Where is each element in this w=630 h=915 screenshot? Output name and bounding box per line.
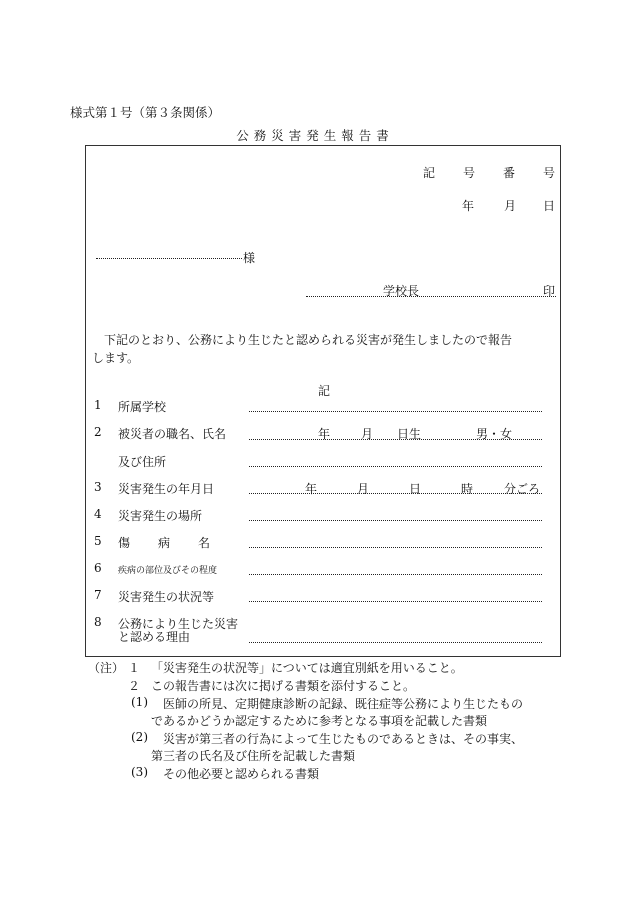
addressee-field[interactable] [96,258,242,259]
item-3-label: 災害発生の年月日 [118,482,215,496]
item-6-no: 6 [94,561,102,575]
item-7-no: 7 [94,588,102,602]
notes-prefix: （注） [88,661,125,675]
item-2-year: 年 [318,427,331,441]
item-2-no: 2 [94,425,102,439]
item-7-field[interactable] [249,601,542,602]
note-1-no: １ [128,661,141,675]
item-2-gender: 男・女 [476,427,513,441]
seal-mark: 印 [543,284,556,298]
sub-3-no: (3) [131,765,148,779]
note-1-text: 「災害発生の状況等」については適宜別紙を用いること。 [151,661,463,675]
item-3-month: 月 [357,482,370,496]
item-2b-label: 及び住所 [118,455,167,469]
item-3-day: 日 [409,482,422,496]
item-7-label: 災害発生の状況等 [118,590,215,604]
ki-heading: 記 [318,384,331,398]
principal-role: 学校長 [383,284,420,298]
principal-field[interactable] [306,296,556,297]
sub-1-no: (1) [131,695,148,709]
item-4-field[interactable] [249,520,542,521]
item-2-day: 日生 [397,427,422,441]
body-line-1: 下記のとおり、公務により生じたと認められる災害が発生しましたので報告 [104,333,513,347]
item-6-field[interactable] [249,574,542,575]
item-4-no: 4 [94,507,102,521]
item-8-label-2: と認める理由 [118,630,191,644]
sub-2-line-1: 災害が第三者の行為によって生じたものであるときは、その事実、 [163,732,524,746]
record-go: 号 [462,166,475,180]
item-2-month: 月 [361,427,374,441]
date-day: 日 [543,199,556,213]
item-5-label-2: 病 [158,536,171,550]
item-8-label-1: 公務により生じた災害 [118,617,239,631]
item-8-field[interactable] [249,642,542,643]
document-title: 公務災害発生報告書 [236,128,394,143]
item-5-field[interactable] [249,547,542,548]
item-5-no: 5 [94,534,102,548]
item-8-no: 8 [94,615,102,629]
record-number-row [423,164,555,181]
item-4-label: 災害発生の場所 [118,509,203,523]
item-3-year: 年 [305,482,318,496]
item-1-no: 1 [94,398,102,412]
item-2b-field[interactable] [249,466,542,467]
body-line-2: します。 [92,351,140,365]
item-2-label: 被災者の職名、氏名 [118,427,227,441]
item-5-label-1: 傷 [118,536,131,550]
item-6-label: 疾病の部位及びその程度 [118,566,218,576]
item-3-minute: 分ごろ [504,482,541,496]
sub-2-no: (2) [131,730,148,744]
note-2-no: ２ [128,679,141,693]
item-3-no: 3 [94,480,102,494]
record-ban: 番 [502,166,515,180]
item-3-hour: 時 [461,482,474,496]
form-id: 様式第１号（第３条関係） [70,105,221,120]
addressee-sama: 様 [243,251,256,265]
sub-3-text: その他必要と認められる書類 [163,767,320,781]
date-month: 月 [504,199,517,213]
sub-2-line-2: 第三者の氏名及び住所を記載した書類 [151,749,356,763]
sub-1-line-1: 医師の所見、定期健康診断の記録、既往症等公務により生じたもの [163,697,524,711]
sub-1-line-2: であるかどうか認定するために参考となる事項を記載した書類 [151,714,488,728]
item-1-label: 所属学校 [118,400,167,414]
record-ki: 記 [423,166,436,180]
date-year: 年 [462,199,475,213]
record-go2: 号 [542,166,555,180]
note-2-text: この報告書には次に掲げる書類を添付すること。 [151,679,416,693]
item-1-field[interactable] [249,411,542,412]
item-5-label-3: 名 [198,536,211,550]
item-3-field[interactable] [249,493,542,494]
